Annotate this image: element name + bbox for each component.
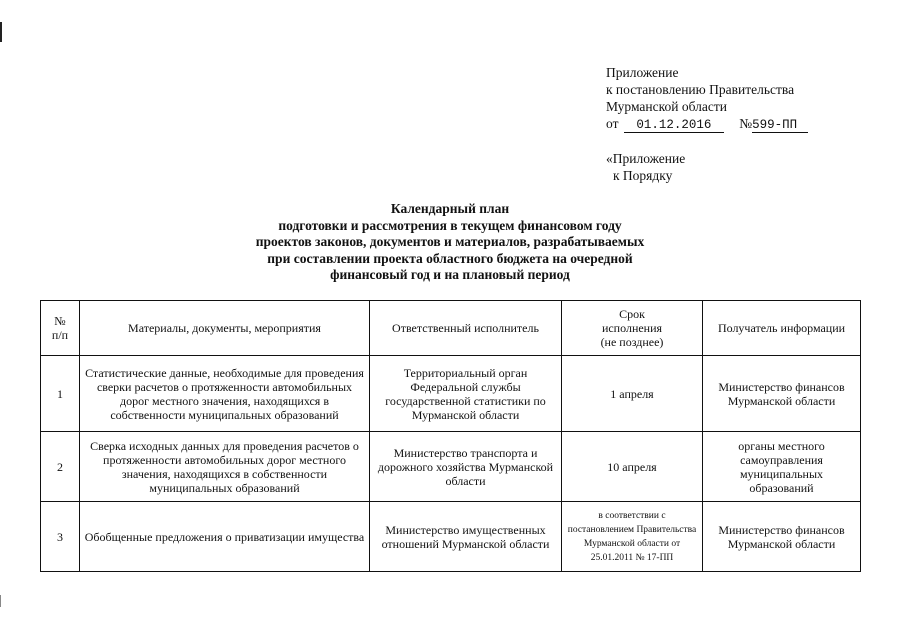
table-row [41, 356, 861, 432]
cell-materials: Обобщенные предложения о приватизации имущества [80, 502, 370, 572]
plan-title-line: при составлении проекта областного бюджета на очередной [267, 250, 633, 266]
header-number-line: № [54, 314, 66, 328]
appendix-line: к постановлению Правительства [606, 82, 795, 97]
cell-number: 3 [41, 502, 80, 572]
date-prefix: от [606, 116, 619, 131]
cell-number: 2 [41, 432, 80, 502]
cell-number: 1 [41, 356, 80, 432]
resolution-date: 01.12.2016 [624, 118, 724, 133]
scan-edge-mark [0, 595, 1, 607]
plan-title-line: Календарный план [390, 201, 510, 216]
number-prefix: № [739, 116, 753, 131]
table-header-row [41, 301, 861, 356]
scan-edge-mark [0, 22, 2, 42]
cell-deadline: 10 апреля [562, 432, 703, 502]
plan-title-line: проектов законов, документов и материалов, разрабатываемых [255, 234, 645, 249]
header-executor: Ответственный исполнитель [370, 301, 562, 356]
header-deadline-line: исполнения [601, 321, 663, 335]
header-materials: Материалы, документы, мероприятия [80, 301, 370, 356]
resolution-line [606, 115, 808, 133]
header-deadline-line: (не позднее) [600, 335, 664, 349]
table-row [41, 432, 861, 502]
cell-materials: Статистические данные, необходимые для проведения сверки расчетов о протяженности автомобильных дорог местного значения, находящихся в собственности муниципальных образований [80, 356, 370, 432]
cell-executor: Министерство имущественных отношений Мурманской области [370, 502, 562, 572]
appendix-line: Мурманской области [606, 99, 727, 114]
header-number [41, 301, 80, 356]
plan-title [190, 201, 710, 284]
header-recipient: Получатель информации [703, 301, 861, 356]
cell-recipient: Министерство финансов Мурманской области [703, 502, 861, 572]
sub-appendix-line: «Приложение [606, 151, 686, 166]
header-deadline-line: Срок [619, 307, 645, 321]
resolution-number: 599-ПП [752, 118, 808, 133]
cell-deadline: в соответствии с постановлением Правительства Мурманской области от 25.01.2011 № 17-ПП [562, 502, 703, 572]
cell-executor: Министерство транспорта и дорожного хозяйства Мурманской области [370, 432, 562, 502]
header-deadline [562, 301, 703, 356]
cell-materials: Сверка исходных данных для проведения расчетов о протяженности автомобильных дорог местного значения, находящихся в собственности муниципальных образований [80, 432, 370, 502]
cell-deadline: 1 апреля [562, 356, 703, 432]
cell-executor: Территориальный орган Федеральной службы государственной статистики по Мурманской области [370, 356, 562, 432]
calendar-plan-table [40, 300, 861, 572]
table-row [41, 502, 861, 572]
appendix-block [606, 64, 808, 184]
header-number-line: п/п [51, 328, 69, 342]
appendix-line: Приложение [606, 65, 679, 80]
sub-appendix-line: к Порядку [613, 168, 673, 183]
cell-recipient: органы местного самоуправления муниципальных образований [703, 432, 861, 502]
plan-title-line: финансовый год и на плановый период [330, 267, 570, 282]
plan-title-line: подготовки и рассмотрения в текущем финансовом году [278, 217, 622, 233]
cell-recipient: Министерство финансов Мурманской области [703, 356, 861, 432]
